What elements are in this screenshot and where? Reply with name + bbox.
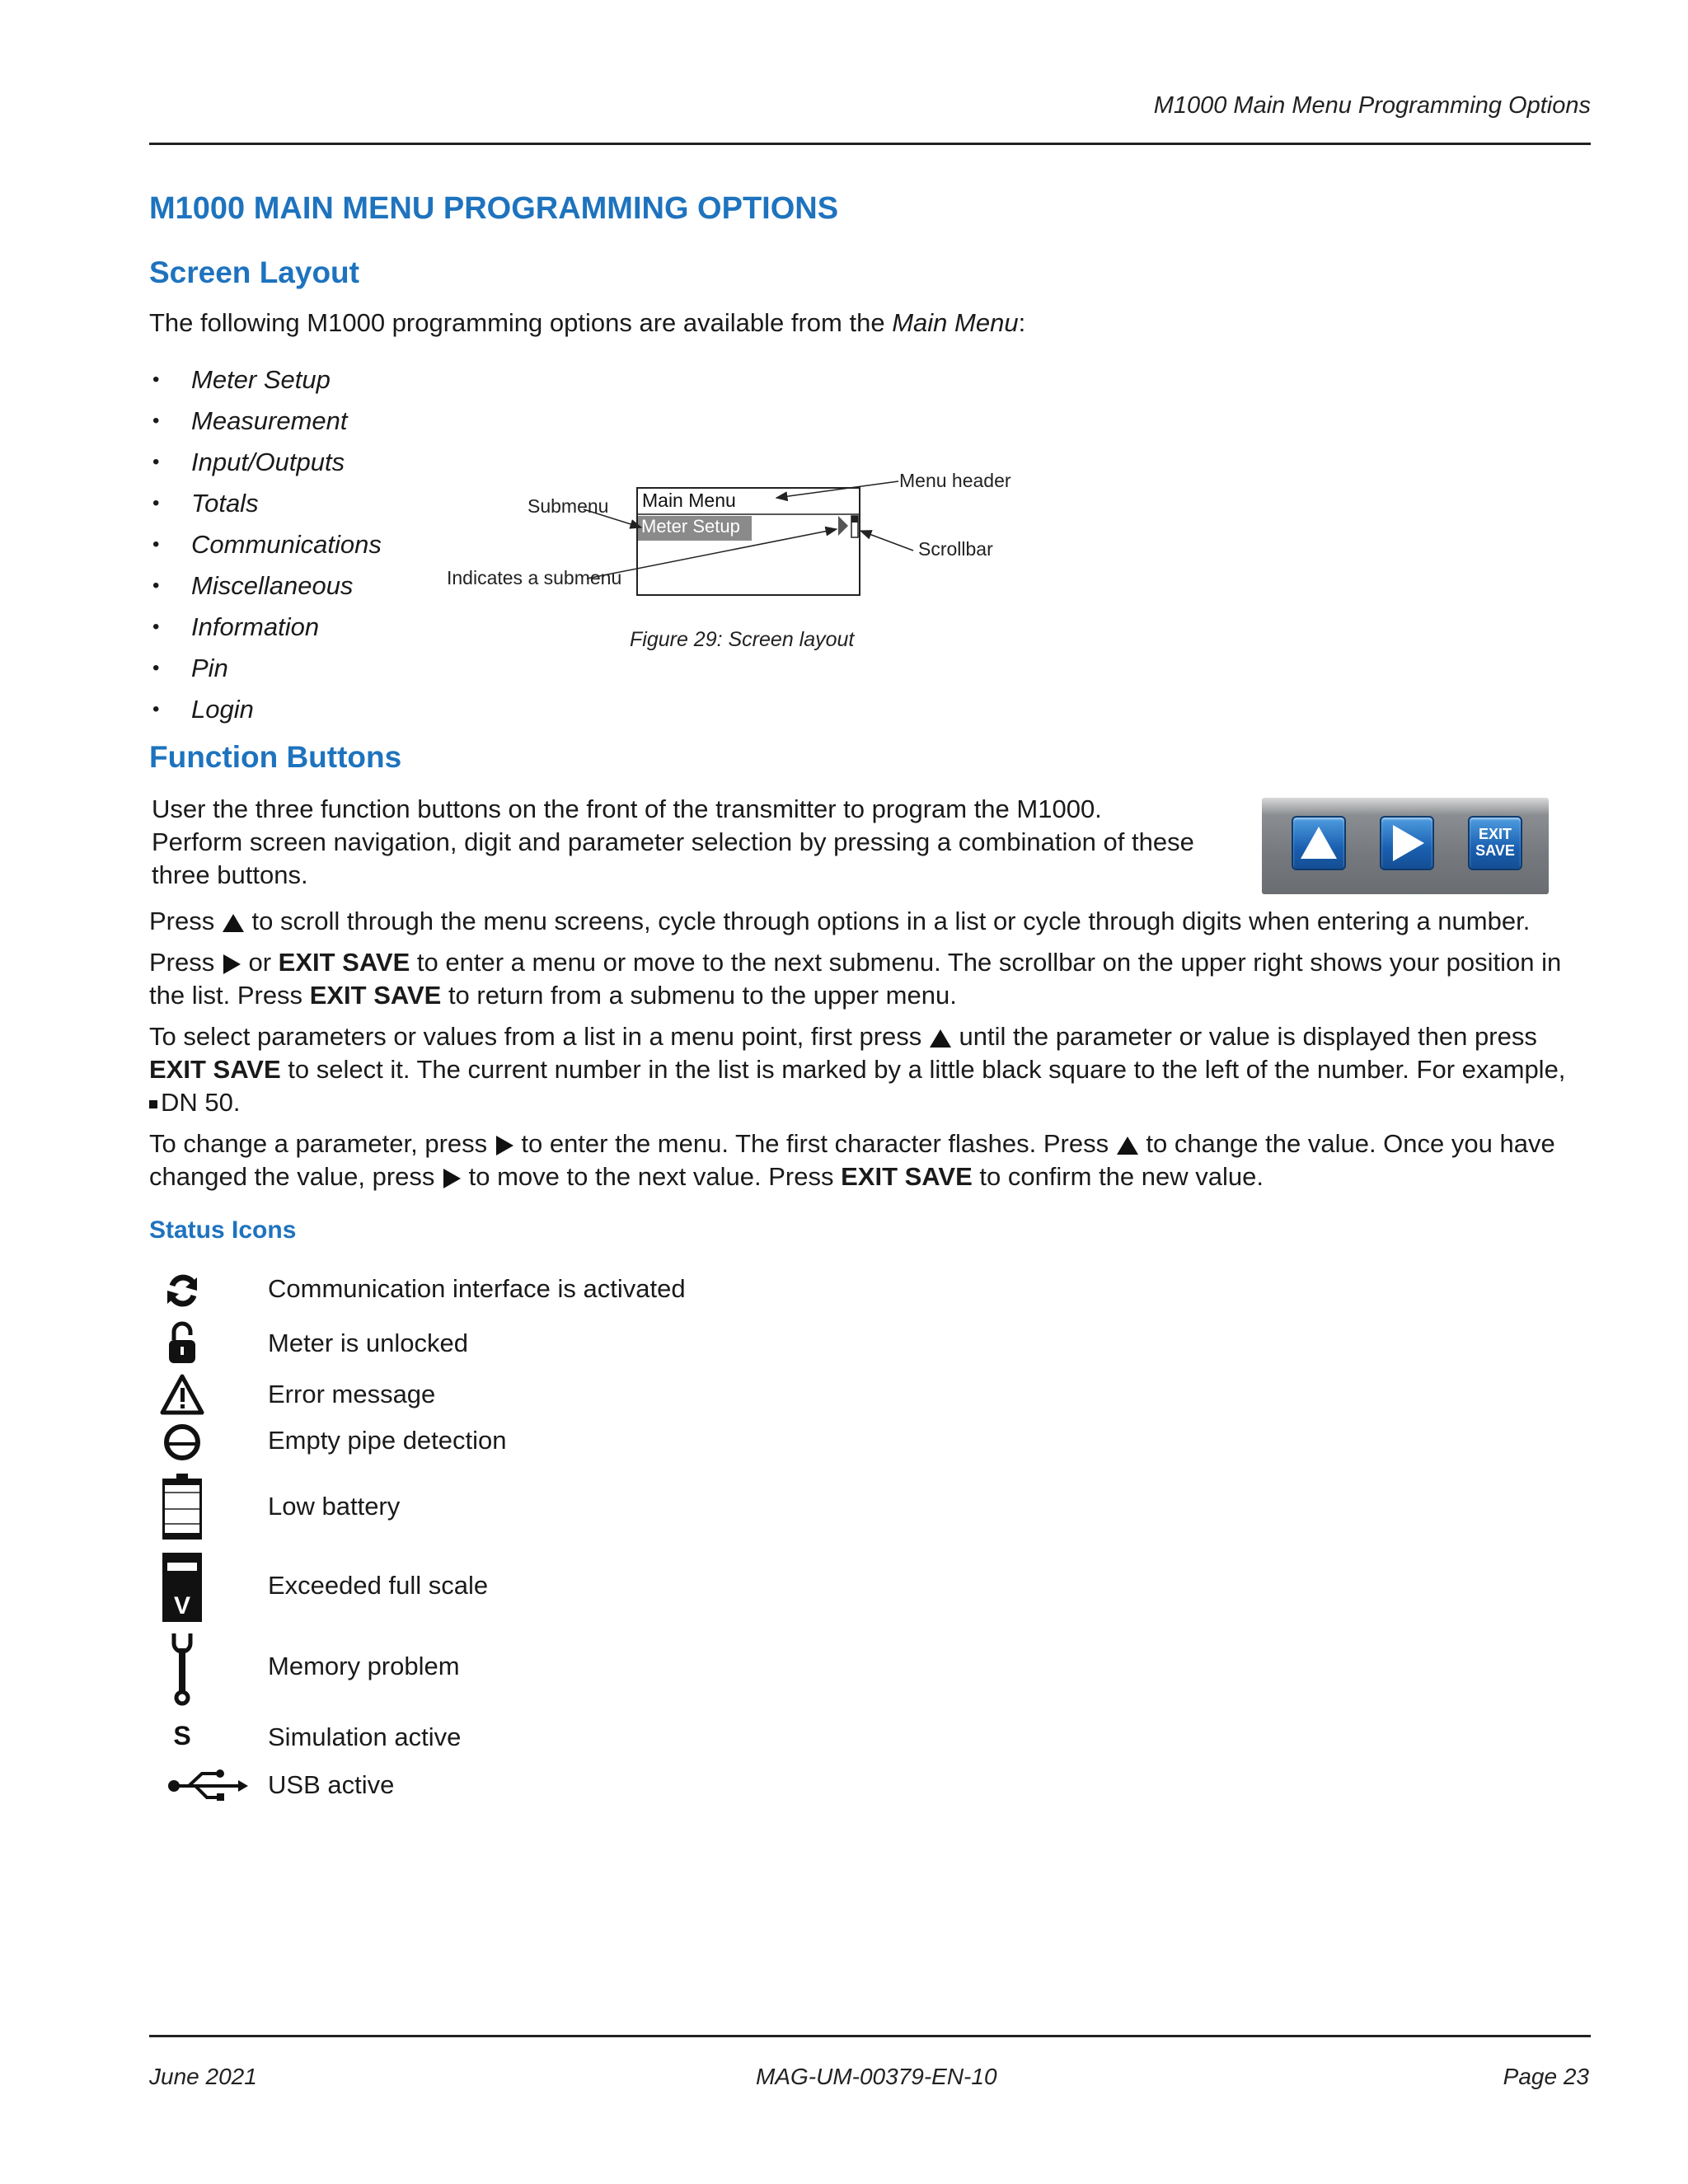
figure-caption: Figure 29: Screen layout bbox=[630, 628, 855, 651]
list-item: • Login bbox=[149, 689, 382, 730]
section-heading-function-buttons: Function Buttons bbox=[149, 740, 402, 774]
exit-save-text: EXIT SAVE bbox=[149, 1055, 281, 1084]
paragraph-change-parameter bbox=[149, 1127, 1608, 1193]
text: To change a parameter, press bbox=[149, 1129, 495, 1158]
text: DN 50. bbox=[161, 1088, 241, 1117]
list-item: • Input/Outputs bbox=[149, 442, 382, 483]
status-text: Empty pipe detection bbox=[268, 1426, 507, 1455]
right-arrow-icon bbox=[1393, 825, 1424, 861]
up-triangle-icon bbox=[929, 1028, 952, 1049]
list-item bbox=[149, 1319, 891, 1368]
label-indicates-submenu: Indicates a submenu bbox=[447, 567, 622, 588]
list-item bbox=[149, 1371, 891, 1418]
up-triangle-icon bbox=[1116, 1135, 1139, 1156]
exit-save-text: EXIT SAVE bbox=[278, 948, 410, 977]
footer-doc-id: MAG-UM-00379-EN-10 bbox=[756, 2064, 997, 2089]
footer-date: June 2021 bbox=[149, 2064, 257, 2089]
exit-save-text: EXIT SAVE bbox=[841, 1162, 973, 1191]
text: to scroll through the menu screens, cycle through options in a list or cycle through digits when entering a number. bbox=[244, 907, 1531, 935]
text: Press bbox=[149, 907, 222, 935]
list-item: • Communications bbox=[149, 524, 382, 565]
unlocked-icon bbox=[149, 1319, 215, 1368]
status-text: Memory problem bbox=[268, 1652, 460, 1680]
text: to return from a submenu to the upper menu. bbox=[441, 981, 957, 1010]
list-item: • Information bbox=[149, 607, 382, 648]
text: Press bbox=[149, 948, 222, 977]
intro-prefix: The following M1000 programming options are available from the bbox=[149, 308, 893, 337]
intro-line: three buttons. bbox=[152, 860, 308, 889]
text: to enter a menu or move to the next submenu. The scrollbar on the upper right shows your position in bbox=[410, 948, 1562, 977]
list-item: • Totals bbox=[149, 483, 382, 524]
list-item: • Meter Setup bbox=[149, 359, 382, 401]
usb-icon bbox=[166, 1765, 248, 1807]
label-submenu: Submenu bbox=[528, 495, 609, 517]
intro-line: User the three function buttons on the front of the transmitter to program the M1000. bbox=[152, 794, 1102, 823]
text: or bbox=[241, 948, 279, 977]
screen-header-text: Main Menu bbox=[642, 490, 736, 511]
list-item: • Miscellaneous bbox=[149, 565, 382, 607]
status-text: Simulation active bbox=[268, 1722, 462, 1751]
paragraph-select-parameter bbox=[149, 1020, 1608, 1119]
running-header: M1000 Main Menu Programming Options bbox=[1153, 92, 1591, 119]
footer-page-number: Page 23 bbox=[1503, 2064, 1589, 2089]
full-scale-icon bbox=[149, 1551, 215, 1624]
black-square-icon bbox=[149, 1100, 157, 1108]
section-heading-status-icons: Status Icons bbox=[149, 1216, 297, 1244]
empty-pipe-icon bbox=[149, 1419, 215, 1465]
full-scale-letter: V bbox=[173, 1592, 191, 1619]
list-item bbox=[149, 1632, 891, 1708]
label-menu-header: Menu header bbox=[899, 470, 1011, 491]
text: to enter the menu. The first character flashes. Press bbox=[513, 1129, 1116, 1158]
function-buttons-panel bbox=[1262, 798, 1549, 894]
intro-line: Perform screen navigation, digit and parameter selection by pressing a combination of these bbox=[152, 827, 1194, 856]
footer-rule bbox=[149, 2035, 1591, 2037]
low-battery-icon bbox=[149, 1472, 215, 1541]
status-text: Communication interface is activated bbox=[268, 1274, 686, 1303]
right-triangle-icon bbox=[442, 1167, 462, 1190]
sync-icon bbox=[149, 1268, 215, 1314]
text: To select parameters or values from a list in a menu point, first press bbox=[149, 1022, 929, 1051]
list-item bbox=[149, 1765, 891, 1807]
screen-selected-text: Meter Setup bbox=[641, 516, 740, 537]
list-item: • Pin bbox=[149, 648, 382, 689]
right-triangle-icon bbox=[495, 1134, 514, 1157]
status-text: Error message bbox=[268, 1380, 436, 1408]
list-item bbox=[149, 1472, 891, 1541]
save-label: SAVE bbox=[1475, 842, 1515, 859]
text: the list. Press bbox=[149, 981, 310, 1010]
status-text: USB active bbox=[268, 1770, 395, 1799]
list-item bbox=[149, 1268, 891, 1314]
status-text: Exceeded full scale bbox=[268, 1571, 489, 1600]
list-item bbox=[149, 1719, 891, 1757]
paragraph-enter-menu bbox=[149, 946, 1600, 1012]
section-heading-screen-layout: Screen Layout bbox=[149, 255, 359, 289]
up-triangle-icon bbox=[222, 912, 245, 934]
right-button[interactable] bbox=[1380, 816, 1434, 870]
text: changed the value, press bbox=[149, 1162, 443, 1191]
exit-label: EXIT bbox=[1478, 826, 1512, 842]
wrench-icon bbox=[149, 1632, 215, 1708]
up-button[interactable] bbox=[1292, 816, 1346, 870]
label-scrollbar: Scrollbar bbox=[918, 538, 993, 560]
status-text: Low battery bbox=[268, 1492, 401, 1521]
intro-main-menu: Main Menu bbox=[892, 308, 1019, 337]
page-title: M1000 MAIN MENU PROGRAMMING OPTIONS bbox=[149, 191, 839, 226]
screen-layout-intro bbox=[149, 307, 1025, 340]
list-item bbox=[149, 1419, 891, 1465]
menu-options-list bbox=[149, 359, 382, 730]
text: to move to the next value. Press bbox=[462, 1162, 842, 1191]
exit-save-button[interactable] bbox=[1468, 816, 1522, 870]
function-buttons-intro bbox=[152, 793, 1248, 892]
exit-save-text: EXIT SAVE bbox=[309, 981, 442, 1010]
header-rule bbox=[149, 143, 1591, 145]
warning-icon bbox=[149, 1371, 215, 1418]
intro-suffix: : bbox=[1018, 308, 1026, 337]
text: to select it. The current number in the list is marked by a little black square to the left of the number. For example, bbox=[280, 1055, 1566, 1084]
list-item: • Measurement bbox=[149, 401, 382, 442]
list-item bbox=[149, 1551, 891, 1624]
status-text: Meter is unlocked bbox=[268, 1329, 468, 1357]
simulation-icon: S bbox=[173, 1721, 191, 1750]
text: to confirm the new value. bbox=[972, 1162, 1264, 1191]
text: to change the value. Once you have bbox=[1138, 1129, 1555, 1158]
right-triangle-icon bbox=[222, 953, 241, 976]
text: until the parameter or value is displayed then press bbox=[951, 1022, 1537, 1051]
paragraph-scroll bbox=[149, 905, 1600, 938]
up-arrow-icon bbox=[1301, 827, 1337, 859]
